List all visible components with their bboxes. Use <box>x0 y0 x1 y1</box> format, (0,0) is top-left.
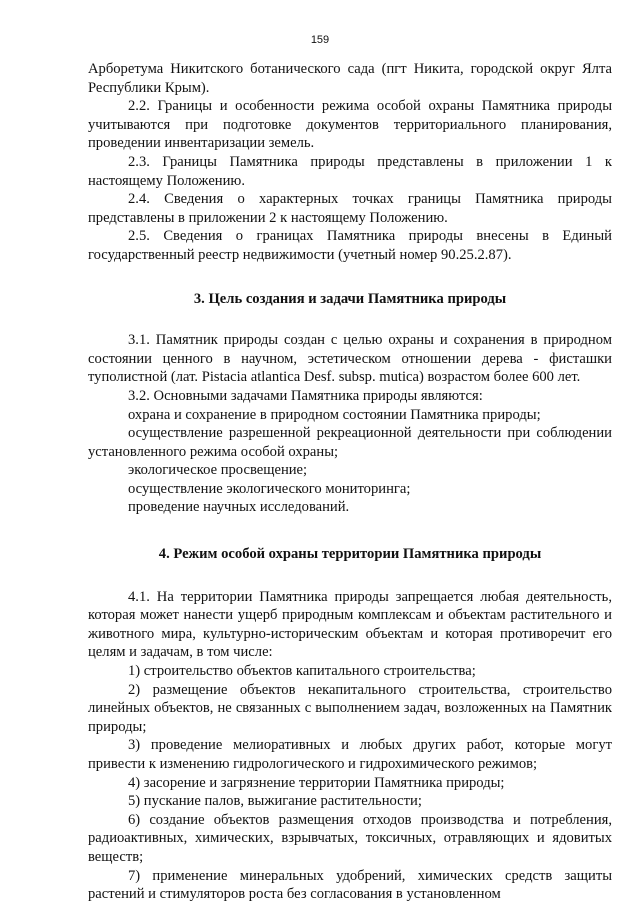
prohibition-item: 4) засорение и загрязнение территории Памятника природы; <box>128 774 505 791</box>
prohibition-item: 3) проведение мелиоративных и любых других работ, которые могут привести к изменению гидрологического и гидрохимического режимов; <box>88 737 612 772</box>
paragraph-4-1: 4.1. На территории Памятника природы запрещается любая деятельность, которая может нанести ущерб природным комплексам и объектам растительного и животного мира, культурно-историческим объектам и которая противоречит его целям и задачам, в том числе: <box>88 588 612 661</box>
prohibition-item: 2) размещение объектов некапитального строительства, строительство линейных объектов, не связанных с выполнением задач, возложенных на Памятник природы; <box>88 681 612 735</box>
task-item: экологическое просвещение; <box>128 462 308 479</box>
paragraph-intro: Арборетума Никитского ботанического сада (пгт Никита, городской округ Ялта Республики Крым). <box>88 61 612 96</box>
document-body <box>88 60 612 904</box>
paragraph-2-2: 2.2. Границы и особенности режима особой охраны Памятника природы учитываются при подготовке документов территориального планирования, проведении инвентаризации земель. <box>88 98 612 152</box>
section-3-heading: 3. Цель создания и задачи Памятника природы <box>193 290 507 307</box>
section-4-heading: 4. Режим особой охраны территории Памятника природы <box>158 546 542 563</box>
prohibition-item: 1) строительство объектов капитального строительства; <box>128 663 476 680</box>
prohibition-item: 6) создание объектов размещения отходов производства и потребления, радиоактивных, химических, взрывчатых, токсичных, отравляющих и ядовитых веществ; <box>88 811 612 865</box>
prohibition-item: 5) пускание палов, выжигание растительности; <box>128 793 422 810</box>
paragraph-2-4: 2.4. Сведения о характерных точках границы Памятника природы представлены в приложении 2 к настоящему Положению. <box>88 191 612 226</box>
prohibition-item: 7) применение минеральных удобрений, химических средств защиты растений и стимуляторов роста без согласования в установленном <box>88 867 612 903</box>
paragraph-3-2: 3.2. Основными задачами Памятника природы являются: <box>128 387 483 404</box>
task-item: осуществление экологического мониторинга; <box>128 480 411 497</box>
paragraph-2-3: 2.3. Границы Памятника природы представлены в приложении 1 к настоящему Положению. <box>88 153 612 189</box>
task-item: охрана и сохранение в природном состоянии Памятника природы; <box>128 406 541 423</box>
task-item: проведение научных исследований. <box>128 499 350 516</box>
paragraph-2-5: 2.5. Сведения о границах Памятника природы внесены в Единый государственный реестр недвижимости (учетный номер 90.25.2.87). <box>88 228 612 263</box>
page-number: 159 <box>310 34 330 46</box>
task-item: осуществление разрешенной рекреационной деятельности при соблюдении установленного режима особой охраны; <box>88 425 612 460</box>
paragraph-3-1: 3.1. Памятник природы создан с целью охраны и сохранения в природном состоянии ценного в научном, эстетическом отношении дерева - фисташки туполистной (лат. Pistacia atlantica Desf. subsp. mutica) возрастом более 600 лет. <box>88 332 612 386</box>
